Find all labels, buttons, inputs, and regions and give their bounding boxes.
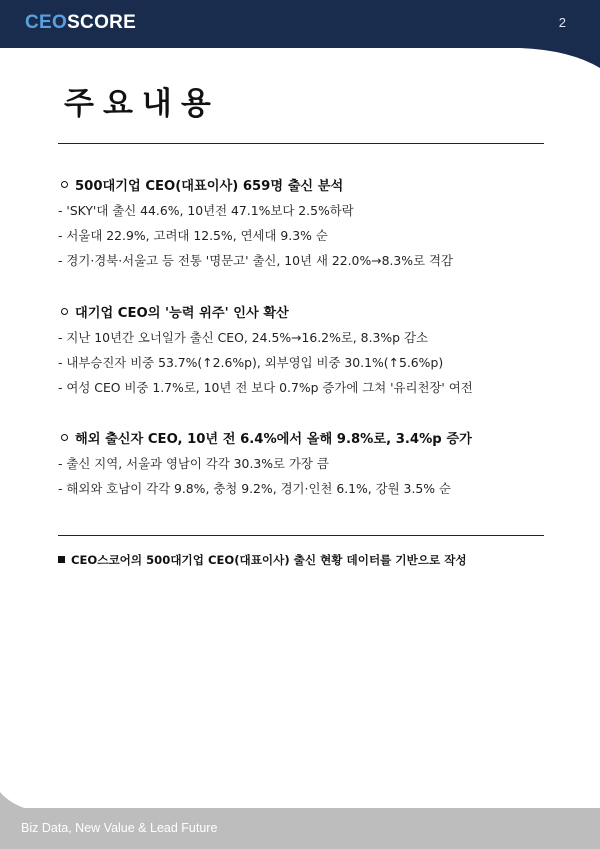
circle-bullet-icon bbox=[61, 308, 68, 315]
logo-score: SCORE bbox=[67, 12, 137, 33]
list-item: - 출신 지역, 서울과 영남이 각각 30.3%로 가장 큼 bbox=[58, 456, 329, 471]
page-number: 2 bbox=[558, 15, 566, 30]
list-item: - 서울대 22.9%, 고려대 12.5%, 연세대 9.3% 순 bbox=[58, 228, 328, 243]
page-title: 주요내용 bbox=[64, 86, 220, 122]
section-heading-text: 500대기업 CEO(대표이사) 659명 출신 분석 bbox=[75, 179, 344, 194]
section-ceo-origin bbox=[58, 176, 548, 273]
circle-bullet-icon bbox=[61, 181, 68, 188]
footer-curve-decoration bbox=[0, 790, 600, 810]
bottom-divider bbox=[58, 535, 544, 536]
page-header bbox=[0, 0, 600, 48]
list-item: - 지난 10년간 오너일가 출신 CEO, 24.5%→16.2%로, 8.3%p 감소 bbox=[58, 330, 428, 345]
list-item: - 'SKY'대 출신 44.6%, 10년전 47.1%보다 2.5%하락 bbox=[58, 203, 354, 218]
list-item: - 경기·경북·서울고 등 전통 '명문고' 출신, 10년 새 22.0%→8.3%로 격감 bbox=[58, 253, 453, 268]
section-merit-based bbox=[58, 303, 548, 400]
ceoscore-logo bbox=[25, 12, 136, 34]
list-item: - 내부승진자 비중 53.7%(↑2.6%p), 외부영입 비중 30.1%(↑5.6%p) bbox=[58, 355, 444, 370]
source-note-text: CEO스코어의 500대기업 CEO(대표이사) 출신 현황 데이터를 기반으로 작성 bbox=[71, 553, 467, 567]
top-divider bbox=[58, 143, 544, 144]
section-heading-text: 해외 출신자 CEO, 10년 전 6.4%에서 올해 9.8%로, 3.4%p 증가 bbox=[75, 432, 472, 447]
circle-bullet-icon bbox=[61, 434, 68, 441]
square-bullet-icon bbox=[58, 556, 65, 563]
footer-tagline: Biz Data, New Value & Lead Future bbox=[21, 821, 218, 835]
list-item: - 여성 CEO 비중 1.7%로, 10년 전 보다 0.7%p 증가에 그쳐 '유리천장' 여전 bbox=[58, 380, 473, 395]
list-item: - 해외와 호남이 각각 9.8%, 충청 9.2%, 경기·인천 6.1%, 강원 3.5% 순 bbox=[58, 481, 451, 496]
section-heading bbox=[58, 303, 548, 325]
section-heading bbox=[58, 176, 548, 198]
section-heading bbox=[58, 429, 548, 451]
header-curve-decoration bbox=[0, 48, 600, 70]
section-heading-text: 대기업 CEO의 '능력 위주' 인사 확산 bbox=[75, 306, 289, 321]
page-footer bbox=[0, 808, 600, 849]
logo-ceo: CEO bbox=[25, 12, 68, 33]
section-overseas-origin bbox=[58, 429, 548, 501]
source-note bbox=[58, 552, 467, 568]
